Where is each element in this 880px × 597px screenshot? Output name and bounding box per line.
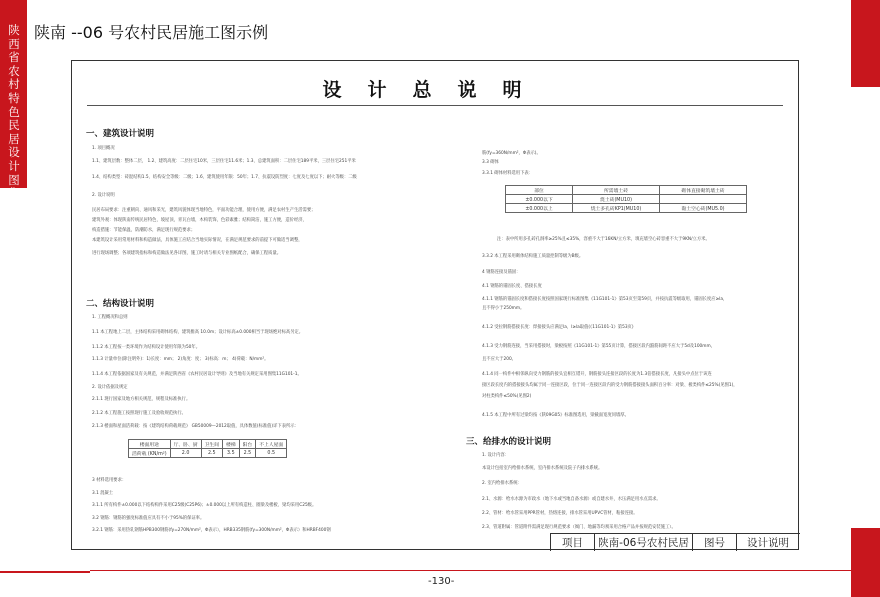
text-line: 2.1.1 现行国家及地方相关规范、规程及标准执行。 bbox=[92, 397, 191, 402]
table-header-cell: 阳台 bbox=[239, 440, 256, 449]
title-block-label-drawing-no: 图号 bbox=[693, 534, 737, 551]
text-line: 4.1.2 受拉钢筋搭接长度：焊接接头应满足la，l≥la取值(《11G101-1》第53页) bbox=[482, 325, 634, 330]
text-line: 4.1.5 本工程中所有过梁均按《陕09G05》标准图选用，梁截面宽度同墙厚。 bbox=[482, 413, 629, 418]
text-line: 1.4、结构类型：砖混结构1.5、结构安全等级：二级；1.6、建筑使用年限：50年；1.7、抗震设防烈度：七度及七度以下；耐火等级：二级 bbox=[92, 175, 357, 180]
bottom-left-rule bbox=[0, 571, 90, 573]
page-title: 陕南 --06 号农村民居施工图示例 bbox=[34, 23, 269, 42]
text-line: 1.1.2 本工程按一类环境作为结构设计使用年限为50年。 bbox=[92, 345, 200, 350]
drawing-title: 设计总说明 bbox=[322, 79, 548, 101]
section-plumbing-title: 三、给排水的设计说明 bbox=[466, 437, 552, 447]
sidebar-title: 陕西省农村特色民居设计图集 bbox=[8, 23, 20, 201]
masonry-table bbox=[505, 185, 747, 213]
table-cell: 3.5 bbox=[223, 449, 240, 458]
text-line: 3.2.1 钢筋：采用热轧钢筋HPB300钢筋(fy=270N/mm²，Φ表示），HRB335钢筋(fy=300N/mm²，Φ表示）和HRBF400钢 bbox=[92, 528, 331, 533]
table-cell: 0.5 bbox=[256, 449, 287, 458]
table-cell: 2.0 bbox=[170, 449, 201, 458]
title-block-project: 陕南-06号农村民居 bbox=[595, 534, 693, 551]
table-header-cell: 砌体直接砌筑墙土砖 bbox=[660, 186, 747, 195]
text-line: 1. 工程概况和总则 bbox=[92, 315, 128, 320]
title-block-label-project: 项目 bbox=[551, 534, 595, 551]
table-header-cell: 厅、卧、厨 bbox=[170, 440, 201, 449]
text-line: 2.1.3 楼面和屋面活荷载：按《建筑结构荷载规范》 GB50009—2012取值，具体数值(标准值)详下表所示： bbox=[92, 424, 299, 429]
text-line: 对柱类构件≤50%(见图2) bbox=[482, 394, 532, 399]
text-line: 2. 设计依据及规定 bbox=[92, 385, 128, 390]
section-architecture-title: 一、建筑设计说明 bbox=[86, 129, 155, 139]
bottom-rule bbox=[90, 570, 851, 571]
table-cell: 活荷载 (KN/m²) bbox=[129, 449, 171, 458]
text-line: 1. 设计内容： bbox=[482, 453, 509, 458]
table-cell: 黏土空心砖(MU5.0) bbox=[660, 204, 747, 213]
text-line: 本设计包括室内给排水系统，室内排水系统及院子内排水系统。 bbox=[482, 466, 603, 471]
table-cell: 2.5 bbox=[239, 449, 256, 458]
text-line: 2.2、管材：给水管采用PPR管材，热熔连接，排水管采用UPVC管材，粘接连接。 bbox=[482, 511, 638, 516]
table-header-row bbox=[129, 440, 287, 449]
text-line: 3.3.2 本工程采用砌体结构施工质量控制等级为B级。 bbox=[482, 254, 584, 259]
text-line: 2.1、水源：给水水源为市政水（地下水或当地自备水源）或自建水井，水压满足用水点需求。 bbox=[482, 497, 661, 502]
text-line: 2. 室内给排水系统： bbox=[482, 481, 522, 486]
table-header-cell: 不上人屋面 bbox=[256, 440, 287, 449]
table-header-cell: 楼面用途 bbox=[129, 440, 171, 449]
text-line: 本建筑设计采用常用材料和构造做法，具体施工应结合当地实际情况，在满足规范要求的前提下可做适当调整， bbox=[92, 238, 303, 243]
title-rule bbox=[87, 105, 783, 106]
text-line: 接区段长度内的搭接接头均属于同一连接区段，位于同一连接区段内的受力钢筋搭接接头面积百分率：对梁、板类构件≤25%(见图1)， bbox=[482, 383, 738, 388]
table-header-cell: 卫生间 bbox=[201, 440, 222, 449]
table-header-cell: 所需墙土砖 bbox=[573, 186, 660, 195]
text-line: 且不得小于250mm。 bbox=[482, 306, 525, 311]
table-cell bbox=[660, 195, 747, 204]
text-line: 4.1.4 同一构件中相邻纵向受力钢筋的接头宜相互错开，钢筋接头连接区段的长度为1.3倍搭接长度，凡接头中点位于该连 bbox=[482, 372, 712, 377]
table-cell: 烧土砖(MU10) bbox=[573, 195, 660, 204]
section-structure-title: 二、结构设计说明 bbox=[86, 299, 155, 309]
text-line: 4.1.1 钢筋的锚固长度和搭接长度按照国家现行标准图集《11G101-1》第53页至第59页，并按抗震等级取用，锚固长度应≥la， bbox=[482, 297, 728, 302]
text-line: 1.1 本工程地上二层，主体结构采用砌体结构，建筑檐高 10.0m；设计标高±0.000相当于现场绝对标高另定。 bbox=[92, 330, 304, 335]
table-header-cell: 部位 bbox=[506, 186, 573, 195]
text-line: 进行现场调整；各项建筑指标和构造做法见各详图，施工时请与相关专业图纸配合，确保工程质量。 bbox=[92, 251, 282, 256]
text-line: 1. 项目概况 bbox=[92, 146, 115, 151]
table-header-cell: 楼梯 bbox=[223, 440, 240, 449]
table-cell: ±0.000以上 bbox=[506, 204, 573, 213]
text-line: 3.1.1 所有构件±0.000以下结构构件采用C25级(C25P6)；±0.000以上所有构造柱、圈梁及楼板、梁均采用C25级。 bbox=[92, 503, 317, 508]
text-line: 2.1.2 本工程施工按照现行施工及验收规范执行。 bbox=[92, 411, 186, 416]
text-line: 建筑外观：体现陕南传统民居特色，坡屋顶，青瓦白墙，木构装饰，色彩素雅；结构简洁，施工方便，造价经济， bbox=[92, 218, 307, 223]
drawing-sheet bbox=[71, 60, 799, 550]
title-block bbox=[550, 533, 800, 551]
text-line: 1.1、建筑层数：整体二层， 1.2、建筑高度：二层住宅10米，三层住宅11.6米；1.3、总建筑面积：二层住宅189平米，三层住宅251平米 bbox=[92, 159, 356, 164]
text-line: 民居布局要求：注重朝向、通风和采光，建筑风貌体现当地特色，平面功能合理，使用方便，满足农村生产生活需要； bbox=[92, 208, 316, 213]
text-line: 注：表中所用多孔砖孔洞率≥25%且≤35%，容重不大于16KN/立方米，填充墙空心砖容重不大于9KN/立方米。 bbox=[497, 237, 710, 242]
table-cell: 烧土多孔砖KP1(MU10) bbox=[573, 204, 660, 213]
title-block-drawing-no: 设计说明 bbox=[747, 537, 789, 549]
sidebar-band bbox=[0, 0, 27, 201]
page-number: -130- bbox=[428, 576, 455, 587]
text-line: 构造措施：节能保温，防潮防水，满足现行规范要求； bbox=[92, 228, 196, 233]
text-line: 4.1 钢筋的锚固长度、搭接长度 bbox=[482, 284, 542, 289]
text-line: 3.1 混凝土 bbox=[92, 491, 114, 496]
table-row bbox=[506, 204, 747, 213]
text-line: 2.3、管道附属：管道附件需满足现行规范要求（阀门、地漏等均须采用合格产品并按规范安装施工）。 bbox=[482, 525, 676, 530]
text-line: 3 材料选用要求： bbox=[92, 478, 127, 483]
table-header-row bbox=[506, 186, 747, 195]
text-line: 3.3 砌体 bbox=[482, 160, 499, 165]
text-line: 1.1.4 本工程依据国家及有关规范，并满足陕西省《农村民居设计导则》及当地有关规定采用图集11G101-1。 bbox=[92, 372, 302, 377]
text-line: 且不应大于200。 bbox=[482, 357, 516, 362]
text-line: 3.2 钢筋：钢筋的强度标准值应具有不小于95%的保证率。 bbox=[92, 516, 205, 521]
text-line: 筋(fy=360N/mm²，Φ表示)。 bbox=[482, 151, 541, 156]
text-line: 3.3.1 砌体材料选用下表： bbox=[482, 171, 533, 176]
text-line: 1.1.3 计量单位(除注明外)：1)长度：mm； 2)角度：度； 3)标高：m； 4)荷载：N/mm²。 bbox=[92, 357, 269, 362]
load-table bbox=[128, 439, 287, 458]
table-row bbox=[506, 195, 747, 204]
text-line: 4 钢筋连接及锚固： bbox=[482, 270, 521, 275]
table-row bbox=[129, 449, 287, 458]
table-cell: ±0.000以下 bbox=[506, 195, 573, 204]
corner-block-bottom-right bbox=[851, 528, 880, 597]
text-line: 2. 设计说明 bbox=[92, 193, 115, 198]
corner-block-top-right bbox=[851, 0, 880, 87]
text-line: 4.1.3 受力钢筋连接，当采用搭接时，梁板按照《11G101-1》第55页计算，搭接区段内箍筋间距不应大于5d及100mm， bbox=[482, 344, 715, 349]
table-cell: 2.5 bbox=[201, 449, 222, 458]
